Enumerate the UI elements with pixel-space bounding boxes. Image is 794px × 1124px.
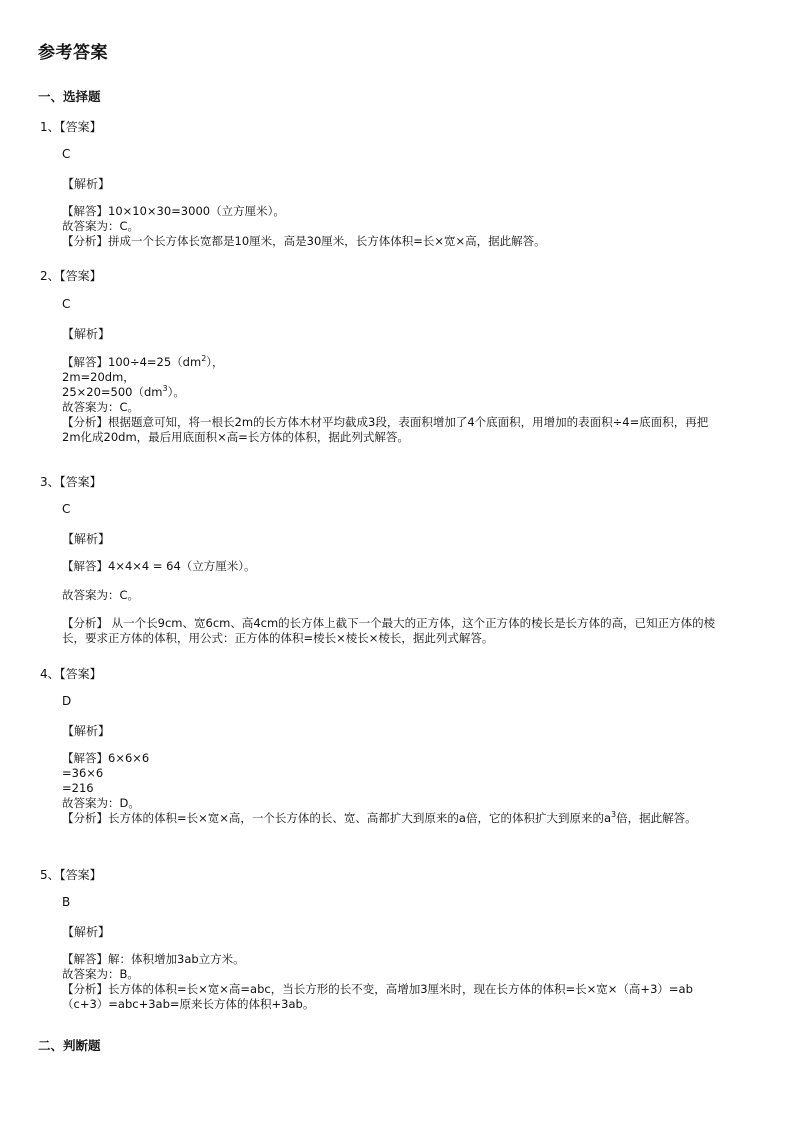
explanation-line: =216 bbox=[62, 781, 94, 795]
question-2-analysis-label: 【解析】 bbox=[62, 327, 111, 341]
question-3-explanation-b bbox=[62, 588, 722, 603]
question-3-explanation-a bbox=[62, 559, 722, 574]
explanation-line: =36×6 bbox=[62, 766, 104, 780]
explanation-line: 【解答】解：体积增加3ab立方米。 bbox=[62, 952, 245, 966]
section-title-judgment: 二、判断题 bbox=[38, 1038, 101, 1053]
question-2-header: 2、【答案】 bbox=[40, 269, 102, 283]
explanation-line bbox=[62, 355, 722, 370]
explanation-text: 倍，据此解答。 bbox=[616, 811, 697, 825]
explanation-line: 故答案为：D。 bbox=[62, 796, 140, 810]
explanation-line: 【分析】长方体的体积=长×宽×高=abc，当长方形的长不变，高增加3厘米时，现在长方体的体积=长×宽×（高+3）=ab（c+3）=abc+3ab=原来长方体的体积+3ab。 bbox=[62, 982, 693, 1011]
question-1-answer: C bbox=[62, 147, 71, 161]
explanation-line: 【分析】 从一个长9cm、宽6cm、高4cm的长方体上截下一个最大的正方体，这个正方体的棱长是长方体的高，已知正方体的棱长，要求正方体的体积，用公式：正方体的体积=棱长×棱长×棱长，据此列式解答。 bbox=[62, 616, 716, 645]
superscript: 3 bbox=[611, 810, 617, 820]
explanation-line: 故答案为：B。 bbox=[62, 967, 139, 981]
question-3-header: 3、【答案】 bbox=[40, 475, 102, 489]
section-title-choice: 一、选择题 bbox=[38, 89, 101, 104]
explanation-line: 【分析】拼成一个长方体长宽都是10厘米，高是30厘米，长方体体积=长×宽×高，据此解答。 bbox=[62, 234, 546, 248]
question-4-header: 4、【答案】 bbox=[40, 667, 102, 681]
question-2-explanation bbox=[62, 355, 722, 445]
superscript: 2 bbox=[201, 354, 207, 364]
question-5-analysis-label: 【解析】 bbox=[62, 925, 111, 939]
question-4-analysis-label: 【解析】 bbox=[62, 724, 111, 738]
question-1-explanation bbox=[62, 204, 722, 249]
question-5-answer: B bbox=[62, 895, 71, 909]
question-4-answer: D bbox=[62, 694, 72, 708]
explanation-line: 2m=20dm， bbox=[62, 370, 135, 384]
explanation-line bbox=[62, 385, 722, 400]
explanation-line: 【解答】4×4×4 = 64（立方厘米）。 bbox=[62, 559, 256, 573]
question-3-explanation-c bbox=[62, 616, 722, 646]
explanation-line: 【分析】根据题意可知，将一根长2m的长方体木材平均截成3段，表面积增加了4个底面积，用增加的表面积÷4=底面积，再把2m化成20dm，最后用底面积×高=长方体的体积，据此列式解答。 bbox=[62, 415, 709, 444]
question-3-answer: C bbox=[62, 502, 71, 516]
question-3-analysis-label: 【解析】 bbox=[62, 532, 111, 546]
explanation-line: 【解答】10×10×30=3000（立方厘米）。 bbox=[62, 204, 285, 218]
explanation-text: ）。 bbox=[167, 385, 185, 399]
question-4-explanation bbox=[62, 751, 722, 826]
question-2-answer: C bbox=[62, 297, 71, 311]
document-title: 参考答案 bbox=[38, 43, 108, 63]
question-1-header: 1、【答案】 bbox=[40, 120, 102, 134]
explanation-text: ）， bbox=[206, 355, 224, 369]
question-5-explanation bbox=[62, 952, 722, 1012]
explanation-line: 故答案为：C。 bbox=[62, 219, 140, 233]
explanation-text: 【分析】长方体的体积=长×宽×高，一个长方体的长、宽、高都扩大到原来的a倍，它的体积扩大到原来的a bbox=[62, 811, 611, 825]
question-1-analysis-label: 【解析】 bbox=[62, 177, 111, 191]
explanation-line: 故答案为：C。 bbox=[62, 400, 140, 414]
explanation-text: 【解答】100÷4=25（dm bbox=[62, 355, 202, 369]
explanation-text: 25×20=500（dm bbox=[62, 385, 163, 399]
superscript: 3 bbox=[162, 384, 168, 394]
question-5-header: 5、【答案】 bbox=[40, 868, 102, 882]
explanation-line: 故答案为：C。 bbox=[62, 588, 140, 602]
explanation-line: 【解答】6×6×6 bbox=[62, 751, 150, 765]
explanation-line bbox=[62, 811, 722, 826]
